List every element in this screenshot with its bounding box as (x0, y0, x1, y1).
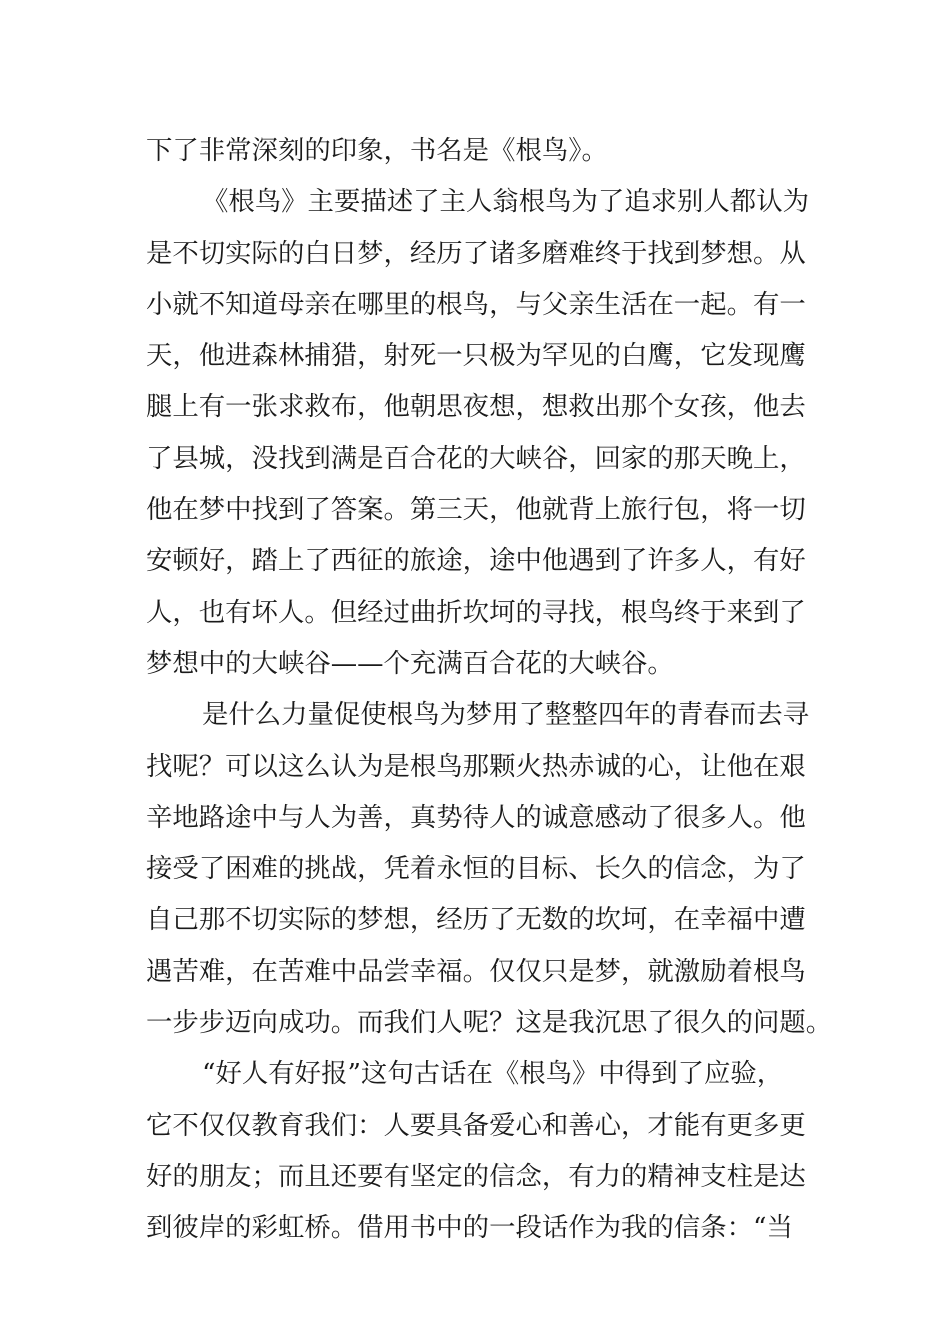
text-line: 腿上有一张求救布，他朝思夜想，想救出那个女孩，他去 (146, 391, 806, 423)
text-line: 它不仅仅教育我们：人要具备爱心和善心，才能有更多更 (146, 1109, 806, 1141)
text-line: 接受了困难的挑战，凭着永恒的目标、长久的信念，为了 (146, 853, 806, 885)
text-line: 下了非常深刻的印象，书名是《根鸟》。 (146, 135, 608, 166)
text-line: 是不切实际的白日梦，经历了诸多磨难终于找到梦想。从 (146, 237, 806, 269)
body-text (146, 125, 833, 1254)
text-line: 小就不知道母亲在哪里的根鸟，与父亲生活在一起。有一 (146, 288, 806, 320)
text-line: 一步步迈向成功。而我们人呢？这是我沉思了很久的问题。 (146, 1007, 833, 1039)
text-line: 人，也有坏人。但经过曲折坎坷的寻找，根鸟终于来到了 (146, 596, 806, 628)
text-line: 了县城，没找到满是百合花的大峡谷，回家的那天晚上， (146, 442, 806, 474)
text-line: 他在梦中找到了答案。第三天，他就背上旅行包，将一切 (146, 494, 806, 526)
text-line: 《根鸟》主要描述了主人翁根鸟为了追求别人都认为 (202, 186, 809, 218)
text-line: 梦想中的大峡谷——个充满百合花的大峡谷。 (146, 647, 674, 679)
text-line: 是什么力量促使根鸟为梦用了整整四年的青春而去寻 (202, 699, 809, 731)
text-line: 辛地路途中与人为善，真势待人的诚意感动了很多人。他 (146, 801, 806, 833)
text-line: 安顿好，踏上了西征的旅途，途中他遇到了许多人，有好 (146, 545, 806, 577)
text-line: 找呢？可以这么认为是根鸟那颗火热赤诚的心，让他在艰 (146, 750, 806, 782)
text-line: 遇苦难，在苦难中品尝幸福。仅仅只是梦，就激励着根鸟 (146, 955, 806, 987)
text-line: 到彼岸的彩虹桥。借用书中的一段话作为我的信条：“当 (146, 1212, 793, 1244)
text-line: 天，他进森林捕猎，射死一只极为罕见的白鹰，它发现鹰 (146, 340, 806, 372)
text-line: 好的朋友；而且还要有坚定的信念，有力的精神支柱是达 (146, 1160, 806, 1192)
text-line: 自己那不切实际的梦想，经历了无数的坎坷，在幸福中遭 (146, 904, 806, 936)
text-line: “好人有好报”这句古话在《根鸟》中得到了应验， (202, 1058, 784, 1090)
